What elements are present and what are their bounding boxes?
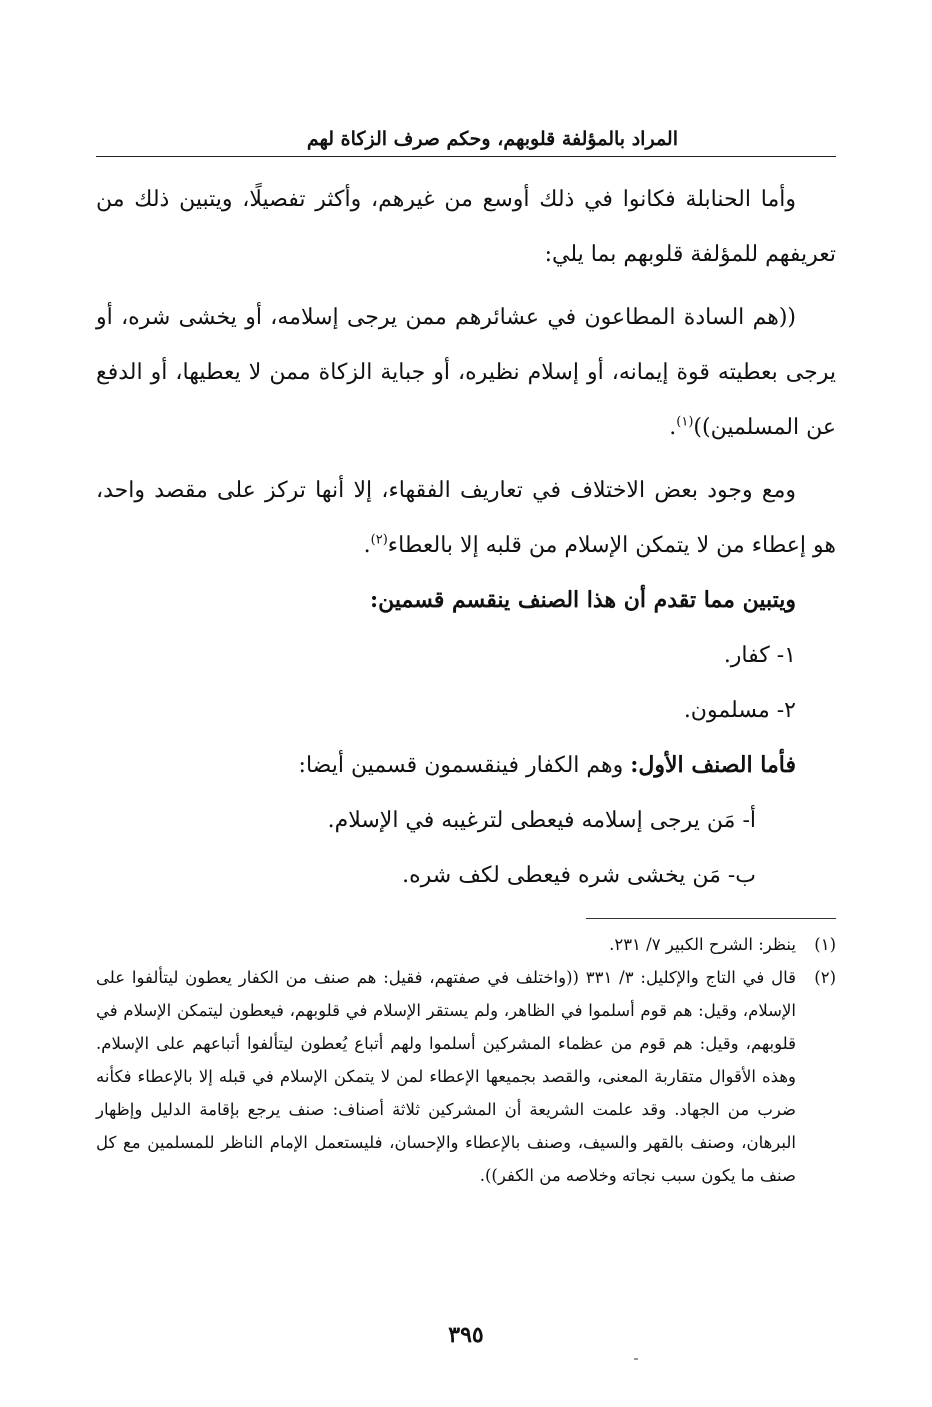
- page-number: ٣٩٥: [448, 1322, 484, 1348]
- scan-speck: [634, 1358, 638, 1360]
- quoted-definition-text: ((هم السادة المطاعون في عشائرهم ممن يرجى إسلامه، أو يخشى شره، أو يرجى بعطيته قوة إيمانه، أو إسلام نظيره، أو جباية الزكاة ممن لا يعطيها، أو الدفع عن المسلمين)): [96, 305, 836, 440]
- summary-period: .: [363, 533, 371, 558]
- sub-category-b: ب- مَن يخشى شره فيعطى لكف شره.: [402, 863, 756, 888]
- main-text: [96, 172, 836, 903]
- paragraph-hanbali: وأما الحنابلة فكانوا في ذلك أوسع من غيرهم، وأكثر تفصيلًا، ويتبين ذلك من تعريفهم للمؤلفة قلوبهم بما يلي:: [96, 187, 836, 267]
- footnote-2-text: قال في التاج والإكليل: ٣/ ٣٣١ ((واختلف في صفتهم، فقيل: هم صنف من الكفار يعطون ليتألفوا على الإسلام، وقيل: هم قوم أسلموا في الظاهر، ولم يستقر الإسلام في قلوبهم، فيعطون ليتمكن الإسلام في قلوبهم، وقيل: هم قوم من عظماء المشركين أسلموا ولهم أتباع يُعطون ليتألفوا أتباعهم على الإسلام. وهذه الأقوال متقاربة المعنى، والقصد بجميعها الإعطاء لمن لا يتمكن الإسلام في قبله إلا بالإعطاء فكأنه ضرب من الجهاد. وقد علمت الشريعة أن المشركين ثلاثة أصناف: صنف يرجع بإقامة الدليل وإظهار البرهان، وصنف بالقهر والسيف، وصنف بالإعطاء والإحسان، فليستعمل الإمام الناظر للمسلمين مع كل صنف ما يكون سبب نجاته وخلاصه من الكفر)).: [96, 968, 796, 1185]
- paragraph-summary: [96, 463, 836, 573]
- footnote-1-text: ينظر: الشرح الكبير ٧/ ٢٣١.: [609, 935, 796, 954]
- footnote-ref-1: (١): [676, 414, 694, 430]
- category-2: ٢- مسلمون.: [683, 698, 796, 723]
- first-type-text: وهم الكفار فينقسمون قسمين أيضا:: [298, 753, 624, 778]
- footnote-ref-2: (٢): [370, 532, 388, 548]
- header-rule: [96, 156, 836, 157]
- running-title: المراد بالمؤلفة قلوبهم، وحكم صرف الزكاة لهم: [306, 128, 678, 150]
- quote-period: .: [669, 415, 677, 440]
- sub-category-a: أ- مَن يرجى إسلامه فيعطى لترغيبه في الإسلام.: [327, 808, 756, 833]
- first-type-label: فأما الصنف الأول:: [630, 752, 796, 778]
- first-type-line: [96, 738, 836, 793]
- category-1: ١- كفار.: [723, 643, 796, 668]
- paragraph-summary-text: ومع وجود بعض الاختلاف في تعاريف الفقهاء، إلا أنها تركز على مقصد واحد، هو إعطاء من لا يتمكن الإسلام من قلبه إلا بالعطاء: [96, 478, 836, 558]
- footnote-1: [96, 928, 836, 961]
- division-heading: ويتبين مما تقدم أن هذا الصنف ينقسم قسمين:: [369, 587, 796, 613]
- footnote-2: [96, 961, 836, 1192]
- footnotes: [96, 928, 836, 1192]
- footnote-1-number: (١): [814, 935, 836, 954]
- footnote-2-number: (٢): [814, 968, 836, 987]
- quoted-definition: [96, 290, 836, 455]
- footnote-rule: [586, 918, 836, 919]
